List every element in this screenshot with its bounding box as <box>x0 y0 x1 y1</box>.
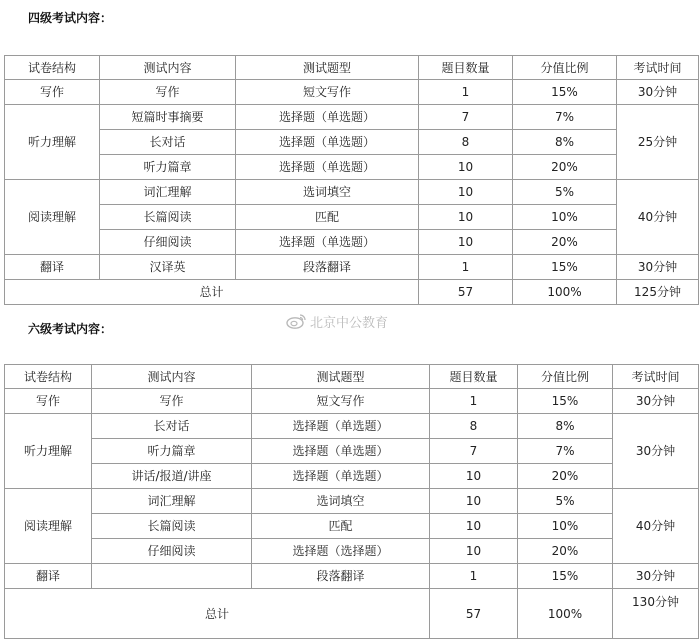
cet4-table <box>4 55 699 305</box>
table-cell: 听力理解 <box>5 105 100 180</box>
table-cell: 汉译英 <box>100 255 236 280</box>
table-cell: 匹配 <box>236 205 419 230</box>
table-cell: 20% <box>513 230 617 255</box>
table-cell: 翻译 <box>5 255 100 280</box>
table-cell: 130分钟 <box>613 589 699 639</box>
table-cell: 听力理解 <box>5 414 92 489</box>
table-cell: 长对话 <box>92 414 252 439</box>
table-row <box>5 489 699 514</box>
table-cell: 7% <box>518 439 613 464</box>
table-row <box>5 130 699 155</box>
table-row <box>5 230 699 255</box>
table-cell: 8 <box>419 130 513 155</box>
table-cell: 5% <box>513 180 617 205</box>
table-cell: 选择题（单选题） <box>252 439 430 464</box>
watermark <box>286 311 388 331</box>
header-cell: 考试时间 <box>617 56 699 80</box>
table-cell: 5% <box>518 489 613 514</box>
table-cell: 1 <box>430 389 518 414</box>
table-cell: 长篇阅读 <box>100 205 236 230</box>
cet6-heading: 六级考试内容： <box>28 322 113 336</box>
table-cell: 写作 <box>5 389 92 414</box>
table-cell: 10% <box>513 205 617 230</box>
header-cell: 试卷结构 <box>5 365 92 389</box>
table-cell: 写作 <box>100 80 236 105</box>
header-cell: 测试内容 <box>92 365 252 389</box>
table-row <box>5 105 699 130</box>
table-cell: 20% <box>513 155 617 180</box>
weibo-icon <box>286 313 306 329</box>
table-cell: 8% <box>518 414 613 439</box>
table-cell: 30分钟 <box>613 564 699 589</box>
table-cell: 选词填空 <box>252 489 430 514</box>
table-cell: 选择题（单选题） <box>252 414 430 439</box>
table-cell: 15% <box>518 564 613 589</box>
table-cell: 30分钟 <box>613 414 699 489</box>
table-cell: 写作 <box>5 80 100 105</box>
table-cell: 短文写作 <box>252 389 430 414</box>
table-cell: 选择题（单选题） <box>236 155 419 180</box>
table-cell: 10 <box>419 205 513 230</box>
table-cell: 15% <box>518 389 613 414</box>
cet6-table <box>4 364 699 639</box>
table-cell: 阅读理解 <box>5 489 92 564</box>
table-cell: 选择题（单选题） <box>236 130 419 155</box>
table-cell: 选词填空 <box>236 180 419 205</box>
table-cell: 30分钟 <box>617 80 699 105</box>
header-cell: 考试时间 <box>613 365 699 389</box>
cet4-heading: 四级考试内容： <box>28 11 113 25</box>
header-cell: 分值比例 <box>518 365 613 389</box>
table-cell: 段落翻译 <box>252 564 430 589</box>
table-header-row <box>5 365 699 389</box>
table-cell: 写作 <box>92 389 252 414</box>
table-row <box>5 389 699 414</box>
total-label: 总计 <box>5 589 430 639</box>
table-cell: 长篇阅读 <box>92 514 252 539</box>
table-cell: 15% <box>513 80 617 105</box>
total-label: 总计 <box>5 280 419 305</box>
header-cell: 测试题型 <box>252 365 430 389</box>
table-cell: 段落翻译 <box>236 255 419 280</box>
table-row <box>5 539 699 564</box>
table-cell: 7% <box>513 105 617 130</box>
table-cell: 40分钟 <box>617 180 699 255</box>
table-cell: 100% <box>513 280 617 305</box>
table-cell: 1 <box>419 255 513 280</box>
table-cell: 20% <box>518 539 613 564</box>
table-cell: 30分钟 <box>617 255 699 280</box>
table-cell: 57 <box>419 280 513 305</box>
table-cell: 40分钟 <box>613 489 699 564</box>
table-cell: 阅读理解 <box>5 180 100 255</box>
table-cell: 仔细阅读 <box>92 539 252 564</box>
total-row <box>5 589 699 639</box>
table-cell: 听力篇章 <box>100 155 236 180</box>
table-cell: 1 <box>419 80 513 105</box>
table-row <box>5 464 699 489</box>
table-cell: 100% <box>518 589 613 639</box>
table-cell: 选择题（单选题） <box>236 230 419 255</box>
table-cell: 8 <box>430 414 518 439</box>
table-cell: 30分钟 <box>613 389 699 414</box>
table-cell: 8% <box>513 130 617 155</box>
header-cell: 题目数量 <box>419 56 513 80</box>
watermark-text: 北京中公教育 <box>310 315 389 331</box>
table-cell: 短文写作 <box>236 80 419 105</box>
table-cell: 125分钟 <box>617 280 699 305</box>
table-cell: 57 <box>430 589 518 639</box>
table-row <box>5 205 699 230</box>
header-cell: 试卷结构 <box>5 56 100 80</box>
table-row <box>5 255 699 280</box>
table-cell: 10 <box>430 489 518 514</box>
table-row <box>5 414 699 439</box>
table-cell: 10% <box>518 514 613 539</box>
table-cell: 选择题（单选题） <box>252 464 430 489</box>
table-cell: 1 <box>430 564 518 589</box>
table-cell: 15% <box>513 255 617 280</box>
table-cell: 10 <box>419 230 513 255</box>
table-cell: 短篇时事摘要 <box>100 105 236 130</box>
table-row <box>5 180 699 205</box>
header-cell: 测试题型 <box>236 56 419 80</box>
table-row <box>5 514 699 539</box>
table-cell: 10 <box>430 464 518 489</box>
table-row <box>5 564 699 589</box>
table-header-row <box>5 56 699 80</box>
total-row <box>5 280 699 305</box>
table-row <box>5 155 699 180</box>
header-cell: 题目数量 <box>430 365 518 389</box>
table-cell: 10 <box>430 539 518 564</box>
table-cell: 词汇理解 <box>92 489 252 514</box>
table-cell: 10 <box>430 514 518 539</box>
table-row <box>5 80 699 105</box>
table-cell: 20% <box>518 464 613 489</box>
table-cell: 7 <box>419 105 513 130</box>
table-cell: 匹配 <box>252 514 430 539</box>
table-cell: 仔细阅读 <box>100 230 236 255</box>
table-row <box>5 439 699 464</box>
table-cell: 10 <box>419 155 513 180</box>
table-cell: 词汇理解 <box>100 180 236 205</box>
table-cell: 7 <box>430 439 518 464</box>
table-cell: 翻译 <box>5 564 92 589</box>
table-cell: 讲话/报道/讲座 <box>92 464 252 489</box>
table-cell: 听力篇章 <box>92 439 252 464</box>
header-cell: 测试内容 <box>100 56 236 80</box>
header-cell: 分值比例 <box>513 56 617 80</box>
table-cell: 25分钟 <box>617 105 699 180</box>
table-cell: 选择题（单选题） <box>236 105 419 130</box>
table-cell: 10 <box>419 180 513 205</box>
table-cell: 选择题（选择题） <box>252 539 430 564</box>
table-cell <box>92 564 252 589</box>
table-cell: 长对话 <box>100 130 236 155</box>
